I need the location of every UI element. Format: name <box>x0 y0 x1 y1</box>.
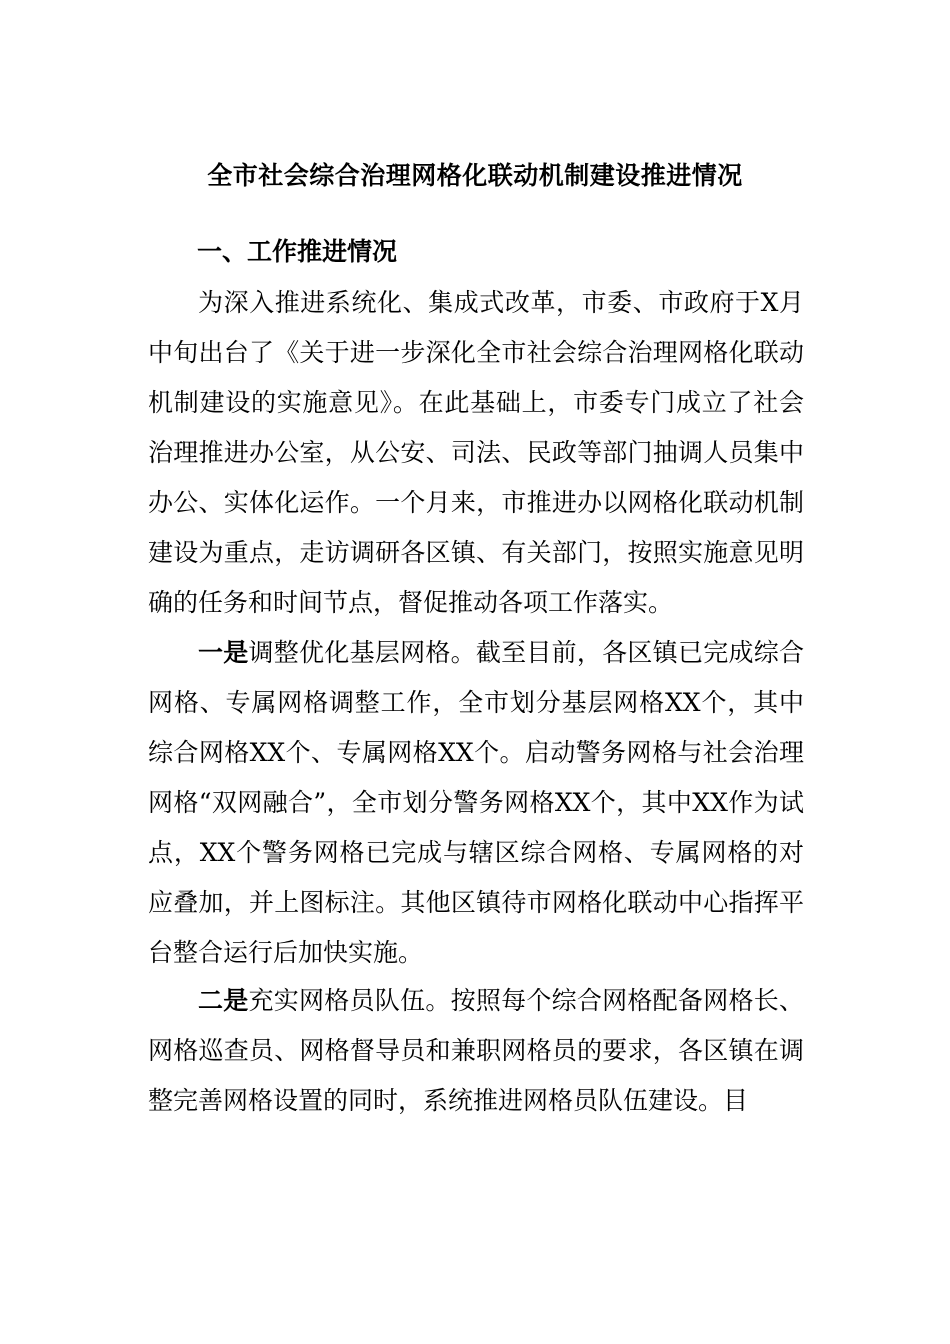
paragraph-lead: 一是 <box>198 638 249 667</box>
paragraph-text: 调整优化基层网格。截至目前，各区镇已完成综合网格、专属网格调整工作，全市划分基层网格XX个，其中综合网格XX个、专属网格XX个。启动警务网格与社会治理网格“双网融合”，全市划分警务网格XX个，其中XX作为试点，XX个警务网格已完成与辖区综合网格、专属网格的对应叠加，并上图标注。其他区镇待市网格化联动中心指挥平台整合运行后加快实施。 <box>148 638 804 967</box>
paragraph-text: 为深入推进系统化、集成式改革，市委、市政府于X月中旬出台了《关于进一步深化全市社会综合治理网格化联动机制建设的实施意见》。在此基础上，市委专门成立了社会治理推进办公室，从公安、司法、民政等部门抽调人员集中办公、实体化运作。一个月来，市推进办以网格化联动机制建设为重点，走访调研各区镇、有关部门，按照实施意见明确的任务和时间节点，督促推动各项工作落实。 <box>148 288 804 617</box>
paragraph-2 <box>148 628 804 978</box>
paragraph-lead: 二是 <box>198 986 249 1015</box>
paragraph-text: 充实网格员队伍。按照每个综合网格配备网格长、网格巡查员、网格督导员和兼职网格员的要求，各区镇在调整完善网格设置的同时，系统推进网格员队伍建设。目 <box>148 986 804 1115</box>
document-title: 全市社会综合治理网格化联动机制建设推进情况 <box>207 161 743 190</box>
section-heading: 一、工作推进情况 <box>197 237 398 266</box>
paragraph-3 <box>148 976 804 1126</box>
paragraph-1 <box>148 278 804 628</box>
